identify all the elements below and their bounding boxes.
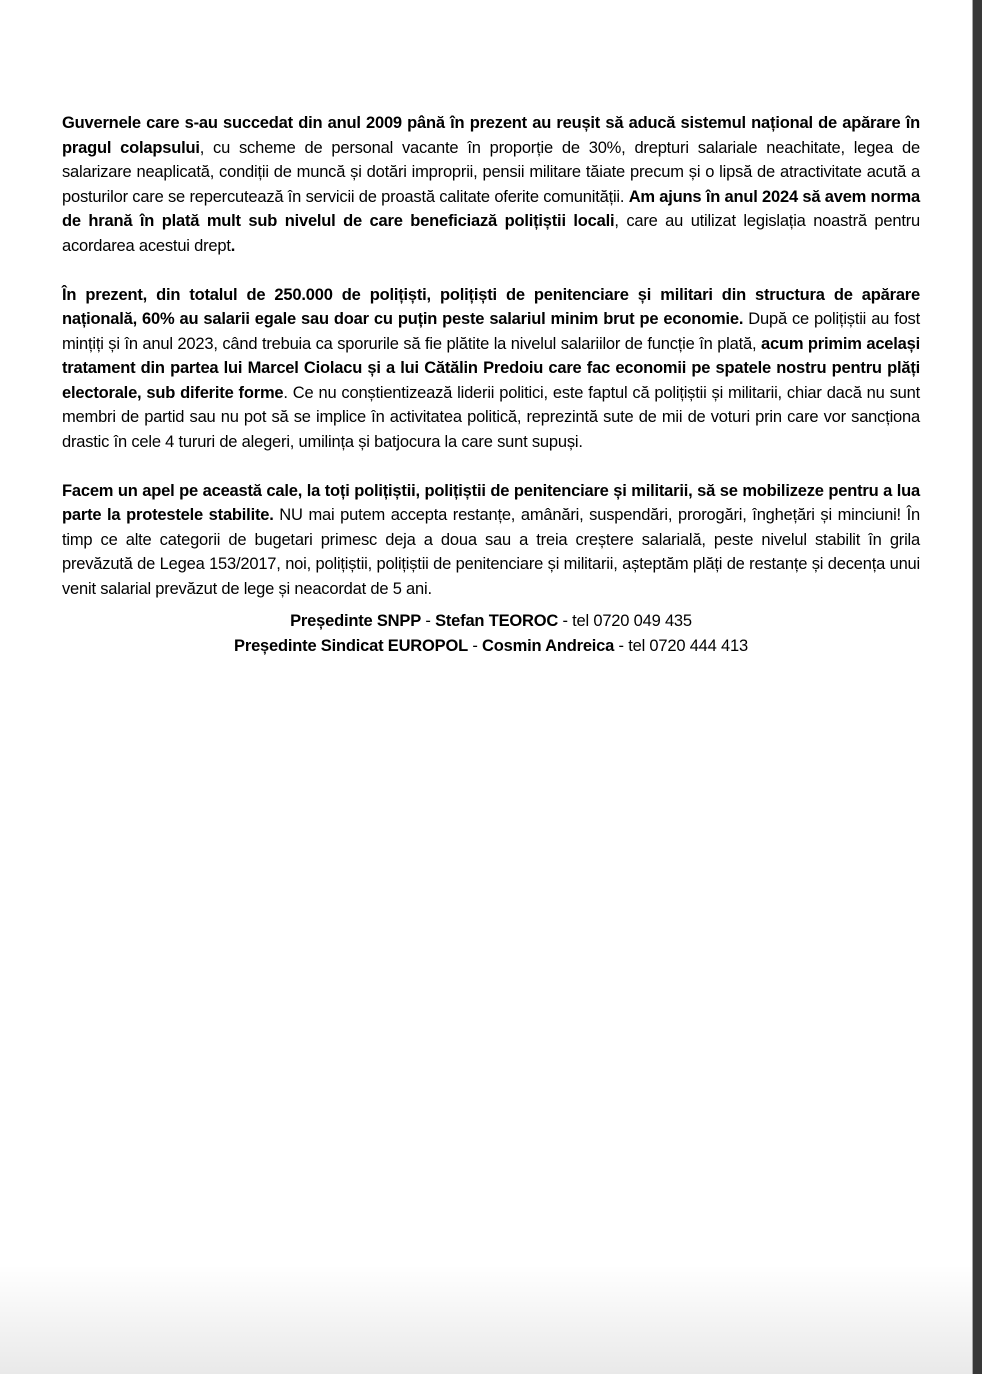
bold-text-run: Cosmin Andreica [482, 636, 615, 655]
paragraphs-container [62, 111, 920, 601]
bold-text-run: Facem un apel pe această cale, la toți polițiștii, polițiștii de penitenciare și militarii, să se mobilizeze pentru a lua parte la protestele stabilite. [62, 481, 920, 524]
paragraph-3 [62, 479, 920, 602]
signature-line-2 [62, 634, 920, 659]
bold-text-run: Președinte SNPP [290, 612, 421, 630]
body-text-run: După ce polițiștii au fost mințiți și în anul 2023, când trebuia ca sporurile să fie plătite la nivelul salariilor de funcție în plată, [62, 310, 920, 353]
body-text-run: - tel 0720 444 413 [614, 636, 748, 655]
bold-text-run: acum primim același tratament din partea lui Marcel Ciolacu și a lui Cătălin Predoiu care fac economii pe spatele nostru pentru plăți electorale, sub diferite forme [62, 334, 920, 402]
bold-text-run: Stefan TEOROC [435, 612, 559, 630]
signature-block [62, 609, 920, 658]
signature-line-1 [62, 609, 920, 634]
body-text-run: NU mai putem accepta restanțe, amânări, suspendări, prorogări, înghețări și minciuni! În timp ce alte categorii de bugetari primesc deja a doua sau a treia creștere salarială, peste nivelul stabilit în grila prevăzută de Legea 153/2017, noi, polițiștii, polițiștii de penitenciare și militarii, așteptăm plăți de restanțe și decența unui venit salarial prevăzut de lege și neacordat de 5 ani. [62, 506, 920, 598]
body-text-run: , cu scheme de personal vacante în proporție de 30%, drepturi salariale neachitate, legea de salarizare neaplicată, condiții de muncă și dotări improprii, pensii militare tăiate precum și o lipsă de atractivitate acută a posturilor care se repercutează în servicii de proastă calitate oferite comunității. [62, 138, 920, 206]
page-bottom-shadow [0, 1264, 972, 1374]
paragraph-1 [62, 111, 920, 258]
bold-text-run: Guvernele care s-au succedat din anul 2009 până în prezent au reușit să aducă sistemul național de apărare în pragul colapsului [62, 114, 920, 157]
body-text-run: - tel 0720 049 435 [558, 612, 692, 630]
body-text-run: , care au utilizat legislația noastră pentru acordarea acestui drept [62, 212, 920, 255]
bold-text-run: În prezent, din totalul de 250.000 de polițiști, polițiști de penitenciare și militari din structura de apărare națională, 60% au salarii egale sau doar cu puțin peste salariul minim brut pe economie. [62, 285, 920, 328]
bold-text-run: Președinte Sindicat EUROPOL [234, 636, 468, 655]
bold-text-run: . [230, 236, 236, 255]
body-text-run: . Ce nu conștientizează liderii politici, este faptul că polițiștii și militarii, chiar dacă nu sunt membri de partid sau nu pot să se implice în activitatea politică, reprezintă sute de mii de voturi prin care vor sancționa drastic în cele 4 tururi de alegeri, umilința și batjocura la care sunt supuși. [62, 383, 920, 451]
body-text-run: - [467, 636, 483, 655]
bold-text-run: Am ajuns în anul 2024 să avem norma de hrană în plată mult sub nivelul de care beneficiază polițiștii locali [62, 187, 920, 230]
document-content [62, 111, 920, 658]
paragraph-2 [62, 283, 920, 455]
body-text-run: - [421, 612, 436, 630]
window-right-edge [972, 0, 982, 1374]
